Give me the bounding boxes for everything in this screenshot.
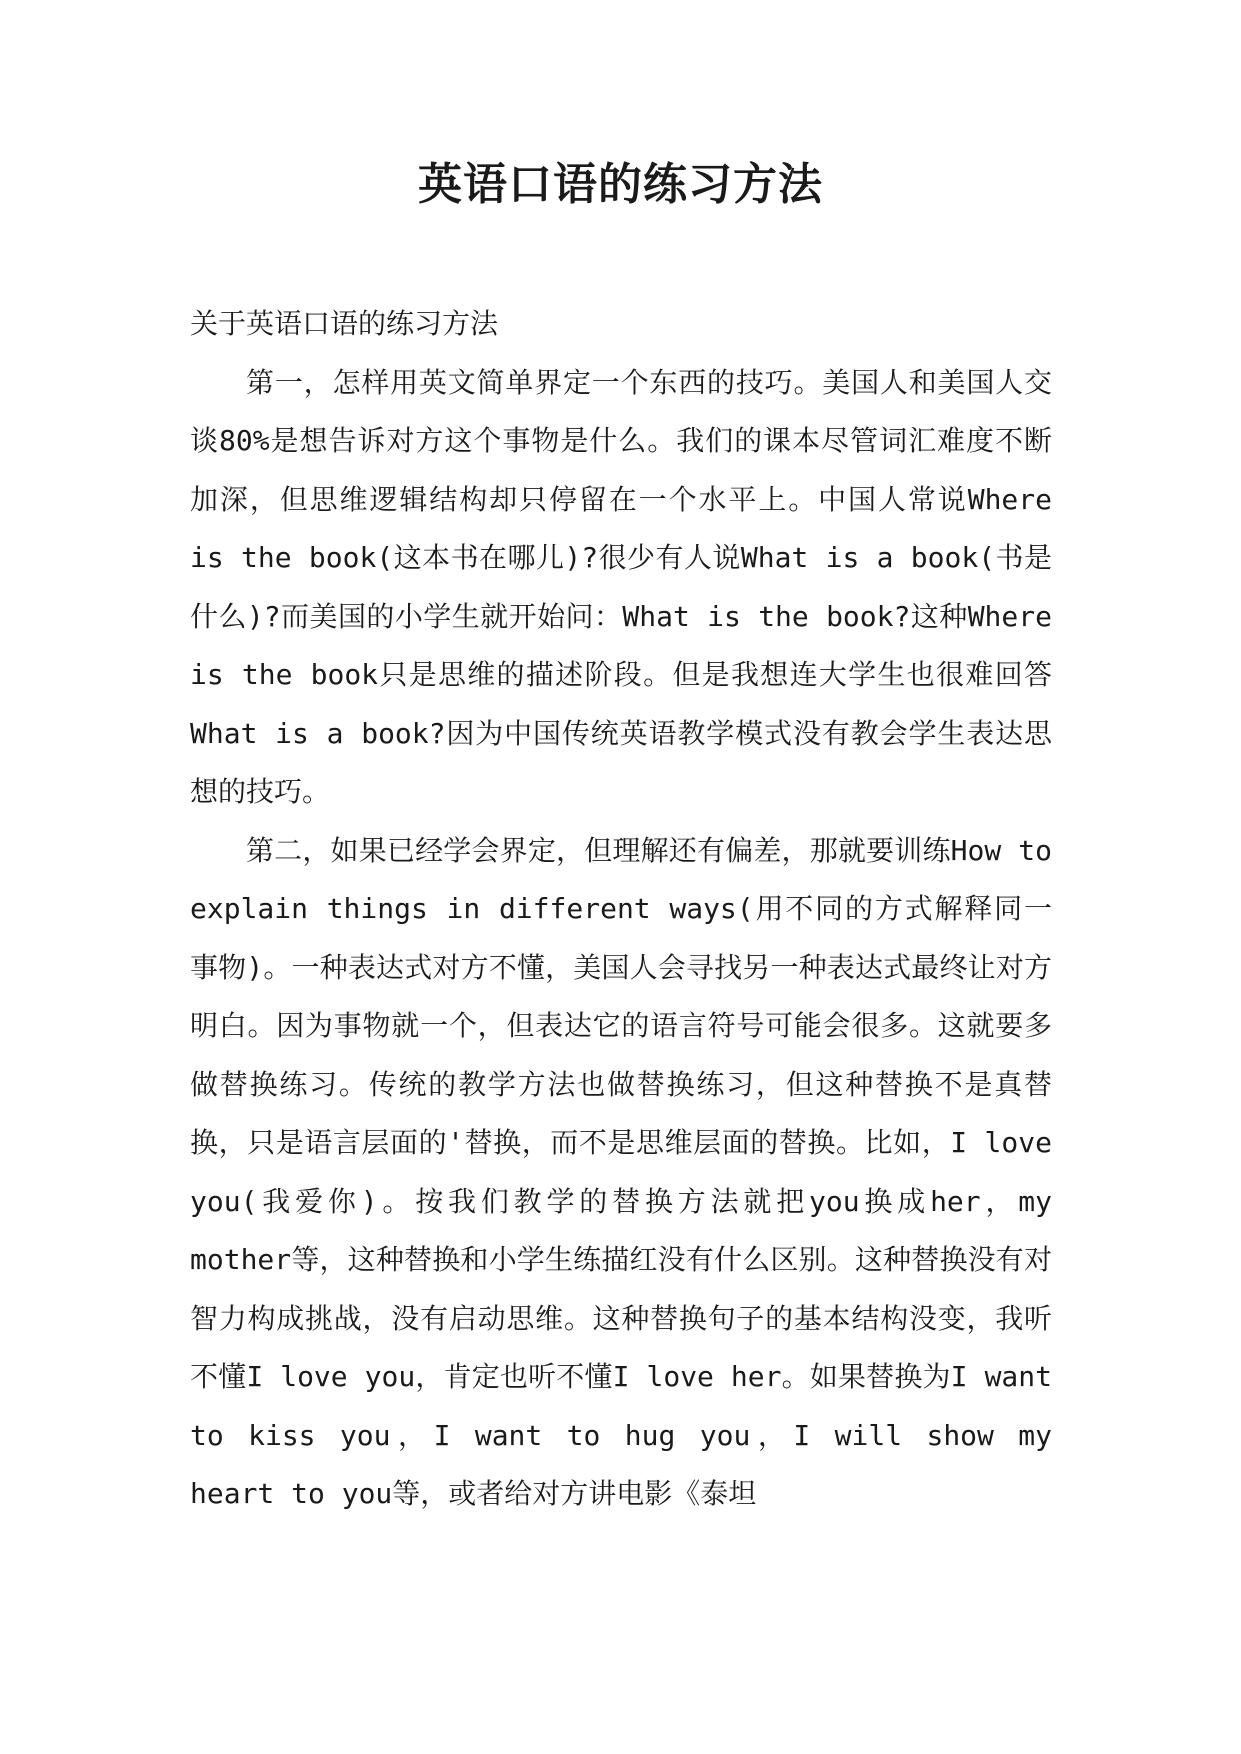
paragraph-2: 第二，如果已经学会界定，但理解还有偏差，那就要训练How to explain things in different ways(用不同的方式解释同一事物)。一种表达式对方不懂，美国人会寻找另一种表达式最终让对方明白。因为事物就一个，但表达它的语言符号可能会很多。这就要多做替换练习。传统的教学方法也做替换练习，但这种替换不是真替换，只是语言层面的'替换，而不是思维层面的替换。比如，I love you(我爱你)。按我们教学的替换方法就把you换成her，my mother等，这种替换和小学生练描红没有什么区别。这种替换没有对智力构成挑战，没有启动思维。这种替换句子的基本结构没变，我听不懂I love you，肯定也听不懂I love her。如果替换为I want to kiss you，I want to hug you，I will show my heart to you等，或者给对方讲电影《泰坦 (190, 833, 1052, 1510)
document-body (190, 295, 1052, 1524)
document-subtitle: 关于英语口语的练习方法 (190, 307, 499, 340)
document-title: 英语口语的练习方法 (418, 159, 823, 210)
paragraph-1: 第一，怎样用英文简单界定一个东西的技巧。美国人和美国人交谈80%是想告诉对方这个事物是什么。我们的课本尽管词汇难度不断加深，但思维逻辑结构却只停留在一个水平上。中国人常说Where is the book(这本书在哪儿)?很少有人说What is a book(书是什么)?而美国的小学生就开始问：What is the book?这种Where is the book只是思维的描述阶段。但是我想连大学生也很难回答What is a book?因为中国传统英语教学模式没有教会学生表达思想的技巧。 (190, 365, 1052, 808)
